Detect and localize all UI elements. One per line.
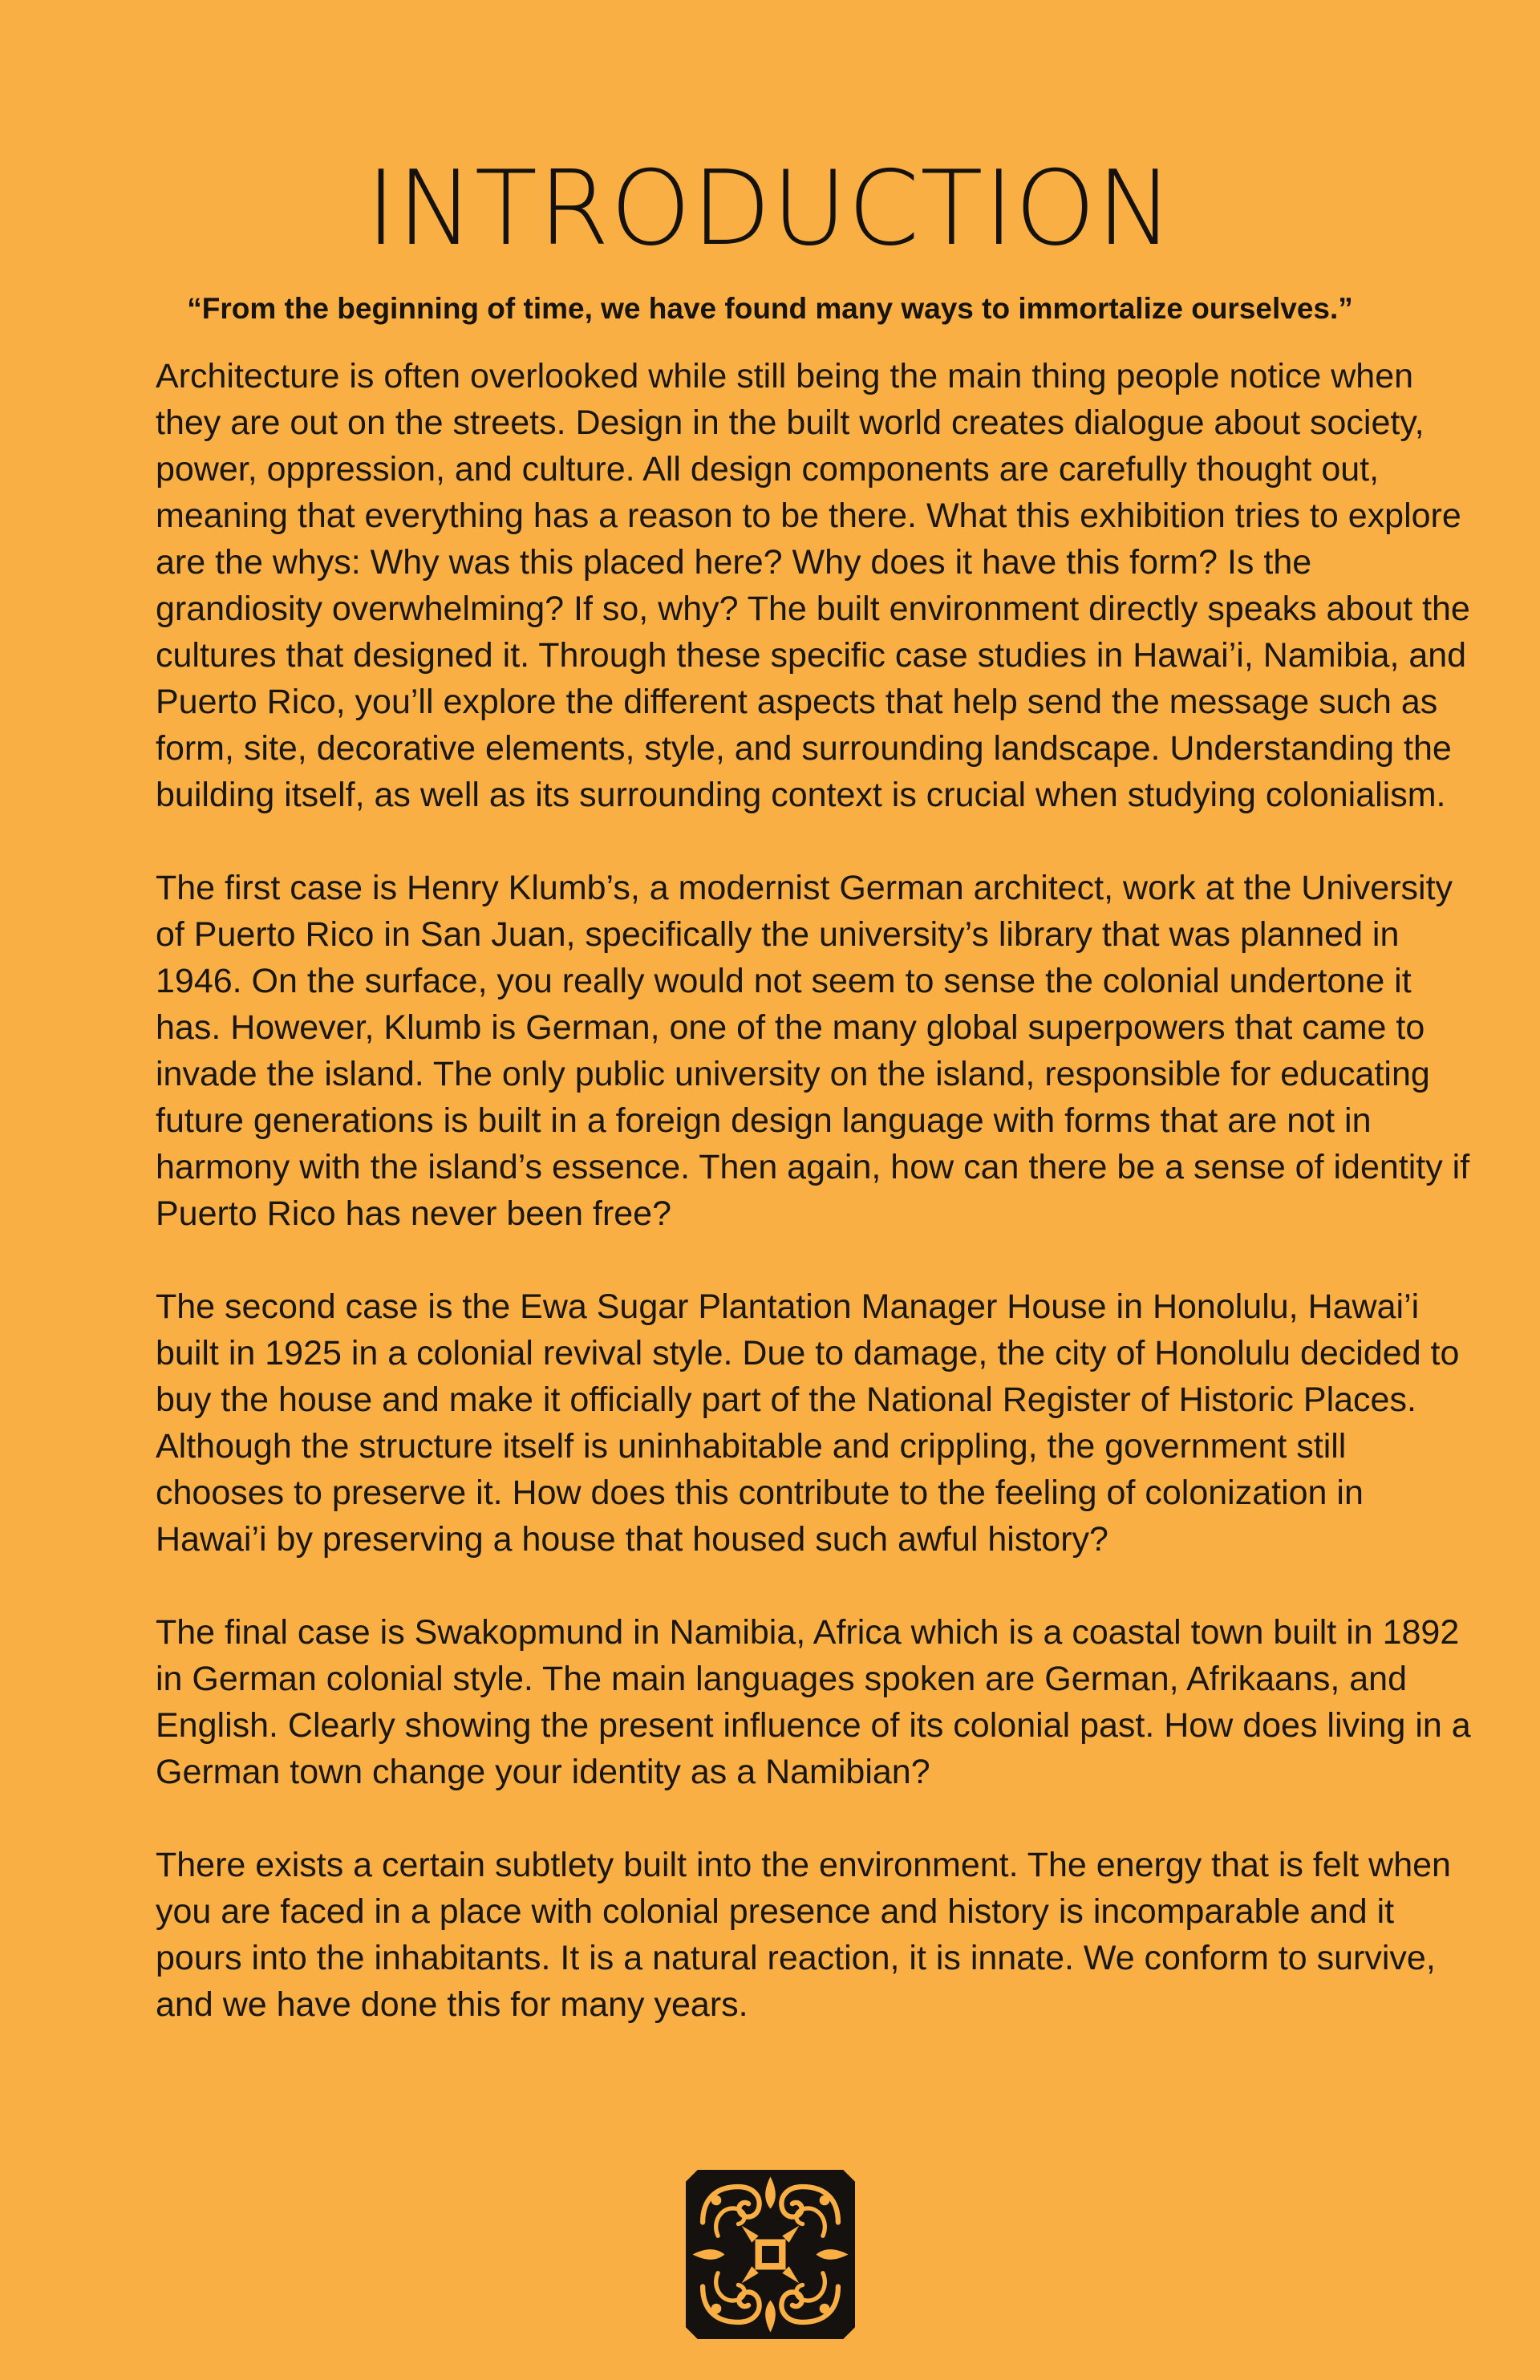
body-text xyxy=(156,353,1471,2074)
ornamental-tile-icon xyxy=(686,2170,855,2339)
epigraph-quote: “From the beginning of time, we have found many ways to immortalize ourselves.” xyxy=(187,292,1353,325)
page-title: INTRODUCTION xyxy=(366,149,1174,269)
paragraph-intro: Architecture is often overlooked while still being the main thing people notice when they are out on the streets. Design in the built world creates dialogue about society, power, oppression, and culture. All design components are carefully thought out, meaning that everything has a reason to be there. What this exhibition tries to explore are the whys: Why was this placed here? Why does it have this form? Is the grandiosity overwhelming? If so, why? The built environment directly speaks about the cultures that designed it. Through these specific case studies in Hawai’i, Namibia, and Puerto Rico, you’ll explore the different aspects that help send the message such as form, site, decorative elements, style, and surrounding landscape. Understanding the building itself, as well as its surrounding context is crucial when studying colonialism. xyxy=(156,357,1470,814)
paragraph-conclusion: There exists a certain subtlety built into the environment. The energy that is felt when you are faced in a place with colonial presence and history is incomparable and it pours into the inhabitants. It is a natural reaction, it is innate. We conform to survive, and we have done this for many years. xyxy=(156,1846,1451,2024)
paragraph-namibia: The final case is Swakopmund in Namibia, Africa which is a coastal town built in 1892 in German colonial style. The main languages spoken are German, Afrikaans, and English. Clearly showing the present influence of its colonial past. How does living in a German town change your identity as a Namibian? xyxy=(156,1613,1471,1791)
paragraph-puerto-rico: The first case is Henry Klumb’s, a modernist German architect, work at the University of Puerto Rico in San Juan, specifically the university’s library that was planned in 1946. On the surface, you really would not seem to sense the colonial undertone it has. However, Klumb is German, one of the many global superpowers that came to invade the island. The only public university on the island, responsible for educating future generations is built in a foreign design language with forms that are not in harmony with the island’s essence. Then again, how can there be a sense of identity if Puerto Rico has never been free? xyxy=(156,869,1470,1233)
paragraph-hawaii: The second case is the Ewa Sugar Plantation Manager House in Honolulu, Hawai’i built in 1925 in a colonial revival style. Due to damage, the city of Honolulu decided to buy the house and make it officially part of the National Register of Historic Places. Although the structure itself is uninhabitable and crippling, the government still chooses to preserve it. How does this contribute to the feeling of colonization in Hawai’i by preserving a house that housed such awful history? xyxy=(156,1287,1460,1559)
